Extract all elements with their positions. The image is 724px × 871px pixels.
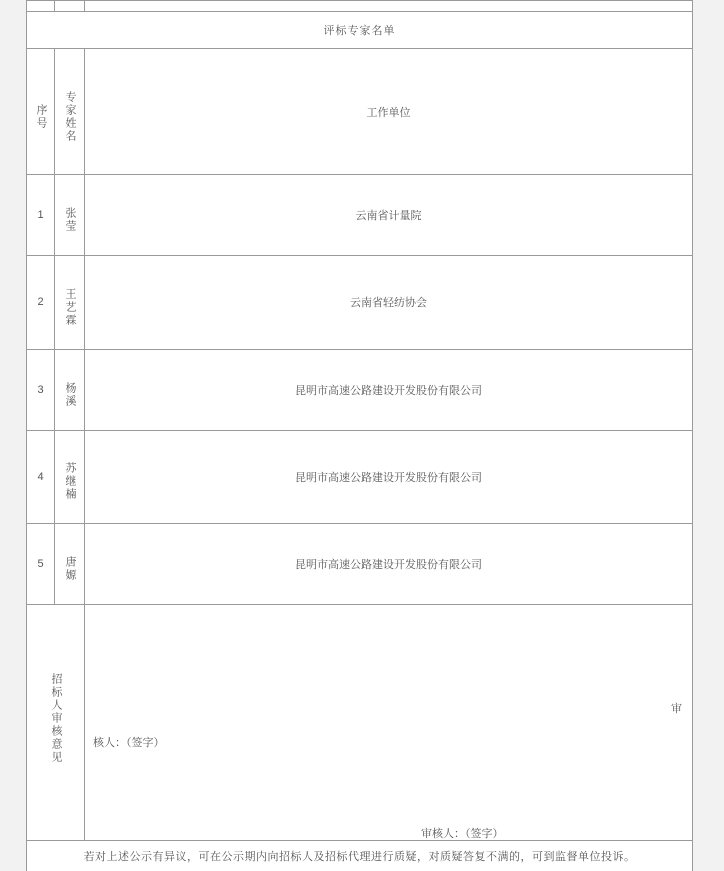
- row-work-unit: 昆明市高速公路建设开发股份有限公司: [85, 524, 693, 605]
- row-expert-name-label: 杨溪: [64, 381, 77, 408]
- row-expert-name: [55, 256, 85, 350]
- top-strip-cell-1: [27, 1, 55, 12]
- table-row: [27, 524, 693, 605]
- row-seq: 4: [27, 430, 55, 524]
- row-work-unit: 昆明市高速公路建设开发股份有限公司: [85, 430, 693, 524]
- tenderer-review-opinion-row: [27, 605, 693, 841]
- top-strip-cell-3: [85, 1, 693, 12]
- table-row: [27, 349, 693, 430]
- table-row: [27, 256, 693, 350]
- table-row: [27, 430, 693, 524]
- column-header-expert-name: [55, 49, 85, 175]
- table-top-strip-row: [27, 1, 693, 12]
- table-header-row: [27, 49, 693, 175]
- document-sheet: [26, 0, 693, 871]
- top-strip-cell-2: [55, 1, 85, 12]
- row-expert-name-label: 唐嫄: [64, 556, 77, 583]
- row-expert-name: [55, 430, 85, 524]
- row-expert-name: [55, 349, 85, 430]
- opinion-content-cell: [85, 605, 693, 841]
- opinion-signature-line-2: 审核人：（签字）: [421, 828, 504, 840]
- opinion-right-char: 审: [671, 703, 682, 715]
- row-seq: 2: [27, 256, 55, 350]
- column-header-seq: [27, 49, 55, 175]
- row-seq: 3: [27, 349, 55, 430]
- row-seq: 1: [27, 175, 55, 256]
- row-seq: 5: [27, 524, 55, 605]
- opinion-body: [85, 605, 692, 840]
- row-expert-name-label: 王艺霖: [64, 287, 77, 327]
- table-title-row: [27, 12, 693, 49]
- opinion-label-text: 招标人审核意见: [50, 673, 63, 765]
- opinion-signature-line-1: 核人：（签字）: [93, 737, 165, 749]
- column-header-work-unit: 工作单位: [85, 49, 693, 175]
- table-row: [27, 175, 693, 256]
- row-work-unit: 云南省轻纺协会: [85, 256, 693, 350]
- opinion-label: [27, 605, 85, 841]
- column-header-seq-label: 序号: [35, 103, 48, 130]
- row-expert-name-label: 张莹: [64, 207, 77, 233]
- row-expert-name: [55, 524, 85, 605]
- row-expert-name-label: 苏继楠: [64, 462, 77, 502]
- column-header-expert-name-label: 专家姓名: [64, 90, 77, 143]
- row-work-unit: 云南省计量院: [85, 175, 693, 256]
- objection-note-row: [27, 841, 693, 871]
- objection-note: 若对上述公示有异议，可在公示期内向招标人及招标代理进行质疑，对质疑答复不满的，可到监督单位投诉。: [27, 841, 693, 871]
- row-expert-name: [55, 175, 85, 256]
- table-title: 评标专家名单: [27, 12, 693, 49]
- bid-evaluation-expert-table: [26, 0, 693, 871]
- row-work-unit: 昆明市高速公路建设开发股份有限公司: [85, 349, 693, 430]
